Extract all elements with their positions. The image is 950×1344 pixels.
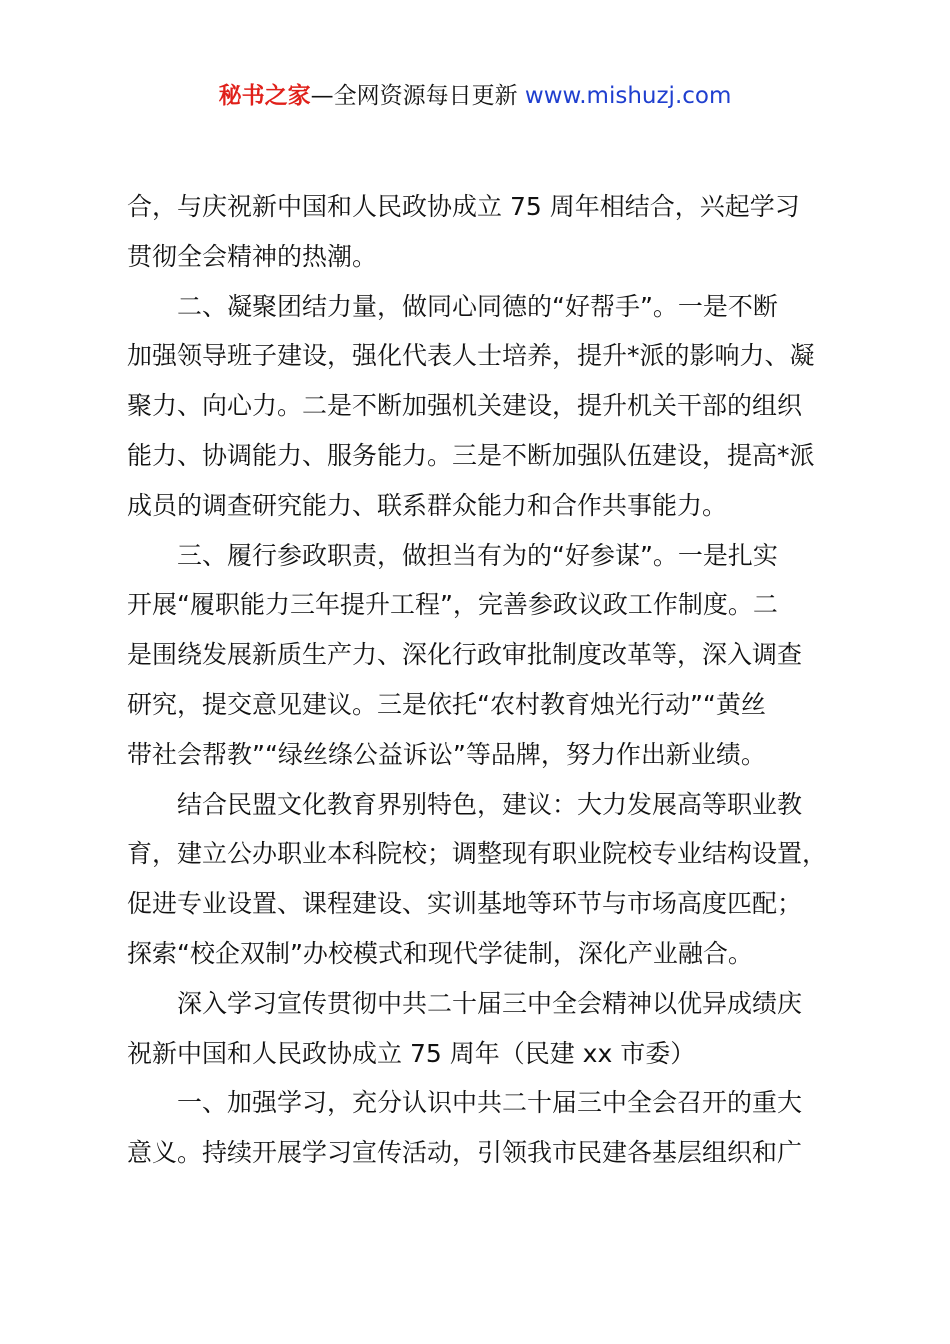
text-line: 贯彻全会精神的热潮。 — [127, 241, 378, 271]
text-line: 育，建立公办职业本科院校；调整现有职业院校专业结构设置， — [127, 839, 828, 869]
text-line: 意义。持续开展学习宣传活动，引领我市民建各基层组织和广 — [127, 1138, 803, 1168]
text-line: 是围绕发展新质生产力、深化行政审批制度改革等，深入调查 — [127, 640, 803, 670]
site-brand: 秘书之家 — [218, 83, 311, 109]
text-line: 聚力、向心力。二是不断加强机关建设，提升机关干部的组织 — [127, 391, 803, 421]
text-line: 探索“校企双制”办校模式和现代学徒制，深化产业融合。 — [127, 938, 753, 968]
text-line: 带社会帮教”“绿丝绦公益诉讼”等品牌，努力作出新业绩。 — [127, 739, 766, 769]
text-line: 加强领导班子建设，强化代表人士培养，提升*派的影响力、凝 — [127, 341, 815, 371]
site-url-link[interactable]: www.mishuzj.com — [524, 83, 732, 109]
paragraph-start-line: 结合民盟文化教育界别特色，建议：大力发展高等职业教 — [177, 789, 803, 819]
section-title-line: 祝新中国和人民政协成立 75 周年（民建 xx 市委） — [127, 1038, 696, 1068]
text-line: 合，与庆祝新中国和人民政协成立 75 周年相结合，兴起学习 — [127, 192, 800, 221]
site-tagline: —全网资源每日更新 — [310, 83, 525, 109]
text-line: 能力、协调能力、服务能力。三是不断加强队伍建设，提高*派 — [127, 440, 815, 470]
document-body — [127, 182, 837, 1178]
paragraph-start-line: 二、凝聚团结力量，做同心同德的“好帮手”。一是不断 — [177, 291, 778, 321]
text-line: 成员的调查研究能力、联系群众能力和合作共事能力。 — [127, 490, 728, 520]
text-line: 促进专业设置、课程建设、实训基地等环节与市场高度匹配； — [127, 889, 803, 919]
paragraph-start-line: 一、加强学习，充分认识中共二十届三中全会召开的重大 — [177, 1088, 803, 1118]
text-line: 研究，提交意见建议。三是依托“农村教育烛光行动”“黄丝 — [127, 689, 766, 719]
paragraph-start-line: 三、履行参政职责，做担当有为的“好参谋”。一是扎实 — [177, 540, 778, 570]
section-title-line: 深入学习宣传贯彻中共二十届三中全会精神以优异成绩庆 — [177, 988, 803, 1018]
page-header — [0, 80, 950, 112]
text-line: 开展“履职能力三年提升工程”，完善参政议政工作制度。二 — [127, 590, 778, 620]
